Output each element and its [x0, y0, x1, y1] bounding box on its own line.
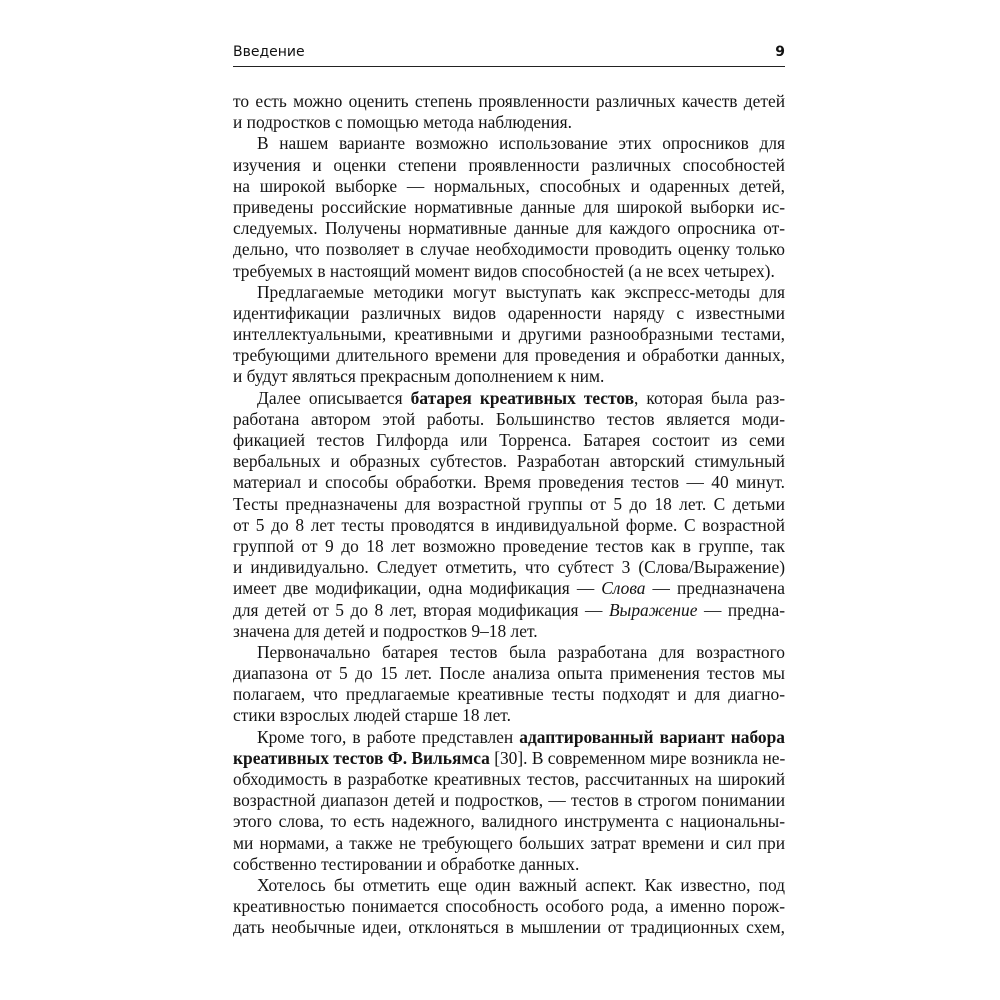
text-run: Далее описывается [257, 387, 411, 408]
text-line: этого слова, то есть надежного, валидного инструмента с национальны- [233, 811, 785, 832]
bold-term: креативных тестов Ф. Вильямса [233, 747, 490, 768]
text-line: возрастной диапазон детей и подростков, — тестов в строгом понимании [233, 790, 785, 811]
text-run: имеет две модификации, одна модификация — [233, 578, 602, 599]
text-line: на широкой выборке — нормальных, способных и одаренных детей, [233, 175, 785, 196]
text-line: дать необычные идеи, отклоняться в мышлении от традиционных схем, [233, 917, 785, 938]
text-run: [30]. В современном мире возникла не- [489, 747, 786, 768]
text-line: Тесты предназначены для возрастной группы от 5 до 18 лет. С детьми [233, 493, 785, 514]
text-line: интеллектуальными, креативными и другими разнообразными тестами, [233, 324, 785, 345]
text-line: обходимость в разработке креативных тестов, рассчитанных на широкий [233, 769, 785, 789]
text-line: требуемых в настоящий момент видов способностей (а не всех четырех). [233, 260, 775, 281]
text-line: следуемых. Получены нормативные данные для каждого опросника от- [233, 218, 785, 239]
body-text [233, 91, 785, 939]
text-line: изучения и оценки степени проявленности различных способностей [233, 154, 785, 175]
text-line: вербальных и образных субтестов. Разработан авторский стимульный [233, 451, 785, 472]
text-run: для детей от 5 до 8 лет, вторая модификация — [233, 599, 609, 620]
paragraph-3 [233, 282, 785, 388]
text-line: полагаем, что предлагаемые креативные тесты подходят и для диагно- [233, 684, 785, 705]
paragraph-6 [233, 727, 785, 875]
text-line: стики взрослых людей старше 18 лет. [233, 705, 511, 726]
text-line: материал и способы обработки. Время проведения тестов — 40 минут. [233, 472, 785, 493]
text-line: Хотелось бы отметить еще один важный аспект. Как известно, под [257, 874, 785, 895]
text-line: группой от 9 до 18 лет возможно проведение тестов как в группе, так [233, 535, 785, 556]
paragraph-1 [233, 91, 785, 133]
text-line: идентификации различных видов одаренности наряду с известными [233, 302, 785, 323]
text-line [233, 388, 785, 409]
text-line: Первоначально батарея тестов была разработана для возрастного [257, 641, 785, 662]
text-line: работана автором этой работы. Большинство тестов является моди- [233, 408, 785, 429]
bold-term: батарея креативных тестов [410, 387, 634, 408]
text-line [233, 578, 785, 599]
paragraph-2 [233, 133, 785, 281]
text-line [233, 727, 785, 748]
text-line: приведены российские нормативные данные для широкой выборки ис- [233, 196, 785, 217]
text-line: и подростков с помощью метода наблюдения. [233, 112, 573, 133]
text-line: то есть можно оценить степень проявленности различных качеств детей [233, 91, 785, 111]
text-line: диапазона от 5 до 15 лет. После анализа опыта применения тестов мы [233, 663, 785, 684]
italic-term: Выражение [608, 599, 698, 620]
text-line: В нашем варианте возможно использование этих опросников для [257, 133, 785, 154]
paragraph-5 [233, 642, 785, 727]
text-line: значена для детей и подростков 9–18 лет. [233, 620, 538, 641]
chapter-title: Введение [233, 44, 305, 60]
text-run: — предназначена [645, 578, 786, 599]
text-line: ми нормами, а также не требующего больших затрат времени и сил при [233, 832, 785, 853]
text-line: и индивидуально. Следует отметить, что субтест 3 (Слова/Выражение) [233, 557, 785, 578]
text-line: от 5 до 8 лет тесты проводятся в индивидуальной форме. С возрастной [233, 514, 785, 535]
text-line: собственно тестировании и обработке данных. [233, 853, 580, 874]
italic-term: Слова [601, 578, 646, 599]
text-line: креативностью понимается способность особого рода, а именно порож- [233, 896, 785, 917]
text-run: , которая была раз- [633, 387, 785, 408]
page-number: 9 [775, 44, 785, 60]
text-line: фикацией тестов Гилфорда или Торренса. Батарея состоит из семи [233, 430, 785, 450]
text-line: требующими длительного времени для проведения и обработки данных, [233, 345, 785, 366]
text-line [233, 600, 785, 621]
text-run: Кроме того, в работе представлен [257, 726, 520, 747]
text-line: Предлагаемые методики могут выступать как экспресс-методы для [257, 281, 785, 302]
paragraph-7 [233, 875, 785, 939]
running-header [233, 44, 785, 67]
text-line: дельно, что позволяет в случае необходимости проводить оценку только [233, 239, 785, 260]
bold-term: адаптированный вариант набора [519, 726, 785, 747]
text-line [233, 748, 785, 769]
paragraph-4 [233, 388, 785, 642]
text-run: — предна- [697, 599, 786, 620]
text-line: и будут являться прекрасным дополнением к ним. [233, 366, 605, 387]
